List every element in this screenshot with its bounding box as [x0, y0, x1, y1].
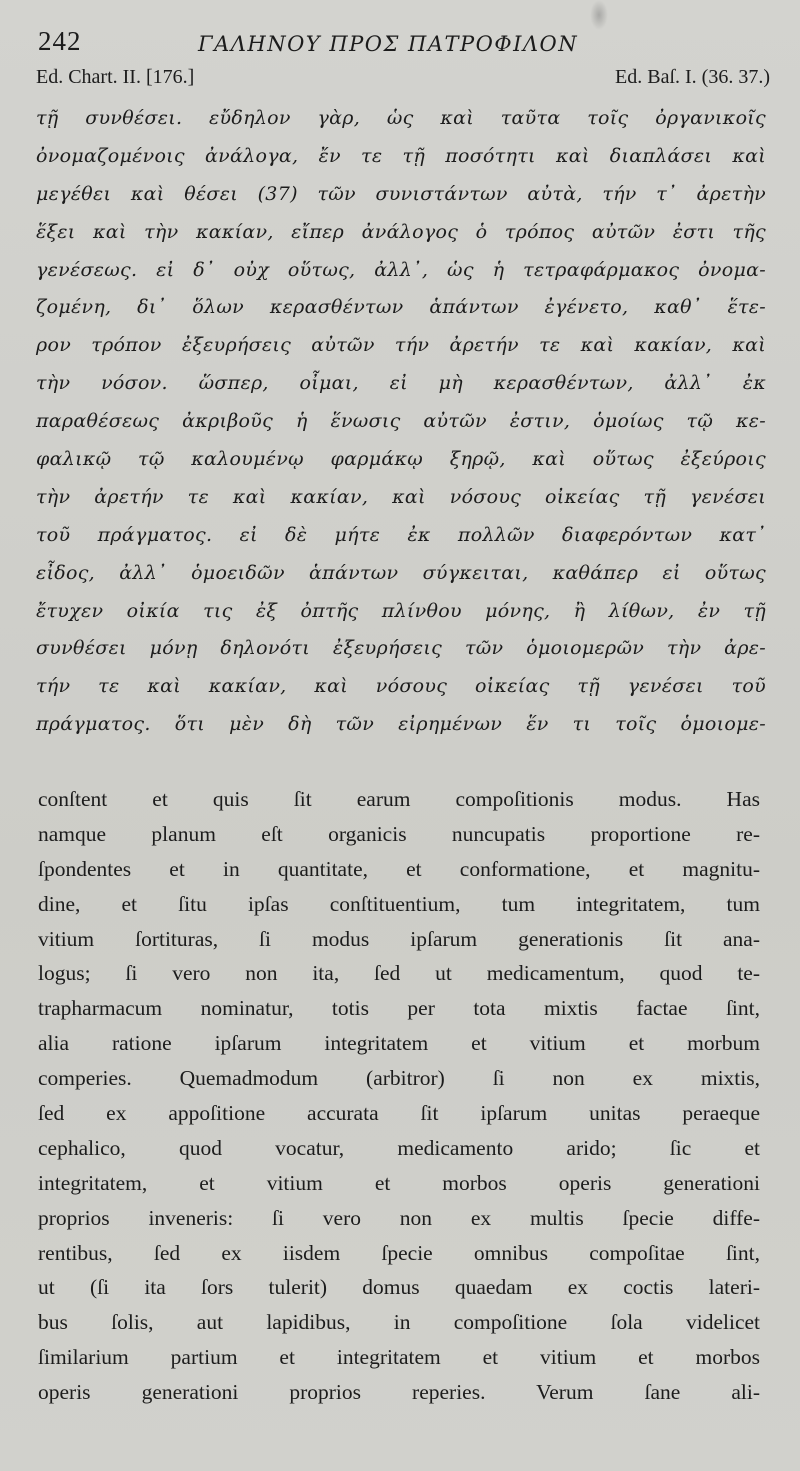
greek-line: τήν τε καὶ κακίαν, καὶ νόσους οἰκείας τῇ γενέσει τοῦ	[36, 675, 766, 698]
edition-reference-basel: Ed. Baſ. I. (36. 37.)	[615, 66, 770, 88]
latin-line: conſtent et quis ſit earum compoſitionis modus. Has	[38, 787, 760, 811]
latin-line: ſimilarium partium et integritatem et vitium et morbos	[38, 1345, 760, 1370]
greek-line: τοῦ πράγματος. εἰ δὲ μήτε ἐκ πολλῶν διαφερόντων κατ᾽	[36, 523, 766, 546]
edition-references	[36, 66, 770, 96]
latin-line: ſpondentes et in quantitate, et conformatione, et magnitu-	[38, 856, 760, 881]
page-number: 242	[38, 26, 82, 56]
greek-line: τὴν ἀρετήν τε καὶ κακίαν, καὶ νόσους οἰκείας τῇ γενέσει	[36, 485, 766, 508]
greek-line: παραθέσεως ἀκριβοῦς ἡ ἕνωσις αὐτῶν ἐστιν, ὁμοίως τῷ κε-	[36, 410, 766, 433]
page-header	[38, 22, 768, 62]
latin-line: alia ratione ipſarum integritatem et vitium et morbum	[38, 1031, 760, 1056]
latin-line: dine, et ſitu ipſas conſtituentium, tum integritatem, tum	[38, 891, 760, 916]
greek-line: ὀνομαζομένοις ἀνάλογα, ἔν τε τῇ ποσότητι καὶ διαπλάσει καὶ	[36, 144, 766, 167]
greek-line: τῇ συνθέσει. εὔδηλον γὰρ, ὡς καὶ ταῦτα τοῖς ὀργανικοῖς	[36, 107, 766, 129]
greek-line: φαλικῷ τῷ καλουμένῳ φαρμάκῳ ξηρῷ, καὶ οὕτως ἐξεύροις	[36, 448, 766, 471]
greek-line: πράγματος. ὅτι μὲν δὴ τῶν εἰρημένων ἕν τι τοῖς ὁμοιομε-	[36, 713, 766, 736]
running-title: ΓΑΛΗΝΟΥ ΠΡΟΣ ΠΑΤΡΟΦΙΛΟΝ	[198, 32, 579, 56]
latin-line: ſed ex appoſitione accurata ſit ipſarum unitas peraeque	[38, 1101, 760, 1126]
greek-text-block	[36, 100, 766, 744]
latin-line: bus ſolis, aut lapidibus, in compoſitione ſola videlicet	[38, 1310, 760, 1335]
greek-line: ἔτυχεν οἰκία τις ἐξ ὀπτῆς πλίνθου μόνης, ἢ λίθων, ἐν τῇ	[36, 599, 766, 622]
latin-line: vitium ſortituras, ſi modus ipſarum generationis ſit ana-	[38, 926, 760, 951]
latin-line: rentibus, ſed ex iisdem ſpecie omnibus compoſitae ſint,	[38, 1240, 760, 1265]
latin-line: namque planum eſt organicis nuncupatis proportione re-	[38, 821, 760, 846]
latin-line: logus; ſi vero non ita, ſed ut medicamentum, quod te-	[38, 961, 760, 986]
latin-line: cephalico, quod vocatur, medicamento arido; ſic et	[38, 1135, 760, 1160]
edition-reference-chartier: Ed. Chart. II. [176.]	[36, 66, 195, 88]
greek-line: μεγέθει καὶ θέσει (37) τῶν συνιστάντων αὐτὰ, τήν τ᾽ ἀρετὴν	[36, 182, 766, 205]
greek-line: γενέσεως. εἰ δ᾽ οὐχ οὕτως, ἀλλ᾽, ὡς ἡ τετραφάρμακος ὀνομα-	[36, 258, 766, 281]
greek-line: εἶδος, ἀλλ᾽ ὁμοειδῶν ἁπάντων σύγκειται, καθάπερ εἰ οὕτως	[36, 561, 766, 584]
greek-line: ρον τρόπον ἐξευρήσεις αὐτῶν τήν ἀρετήν τε καὶ κακίαν, καὶ	[36, 334, 766, 357]
greek-line: συνθέσει μόνῃ δηλονότι ἐξευρήσεις τῶν ὁμοιομερῶν τὴν ἀρε-	[36, 637, 766, 660]
latin-line: operis generationi proprios reperies. Verum ſane ali-	[38, 1380, 760, 1405]
latin-text-block	[38, 782, 760, 1410]
greek-line: τὴν νόσον. ὥσπερ, οἶμαι, εἰ μὴ κερασθέντων, ἀλλ᾽ ἐκ	[36, 372, 766, 395]
latin-line: ut (ſi ita ſors tulerit) domus quaedam ex coctis lateri-	[38, 1275, 760, 1300]
greek-line: ἕξει καὶ τὴν κακίαν, εἴπερ ἀνάλογος ὁ τρόπος αὐτῶν ἐστι τῆς	[36, 220, 766, 243]
latin-line: proprios inveneris: ſi vero non ex multis ſpecie diffe-	[38, 1205, 760, 1230]
greek-line: ζομένη, δι᾽ ὅλων κερασθέντων ἁπάντων ἐγένετο, καθ᾽ ἕτε-	[36, 296, 766, 319]
latin-line: comperies. Quemadmodum (arbitror) ſi non ex mixtis,	[38, 1066, 760, 1091]
latin-line: integritatem, et vitium et morbos operis generationi	[38, 1170, 760, 1195]
latin-line: trapharmacum nominatur, totis per tota mixtis factae ſint,	[38, 996, 760, 1021]
